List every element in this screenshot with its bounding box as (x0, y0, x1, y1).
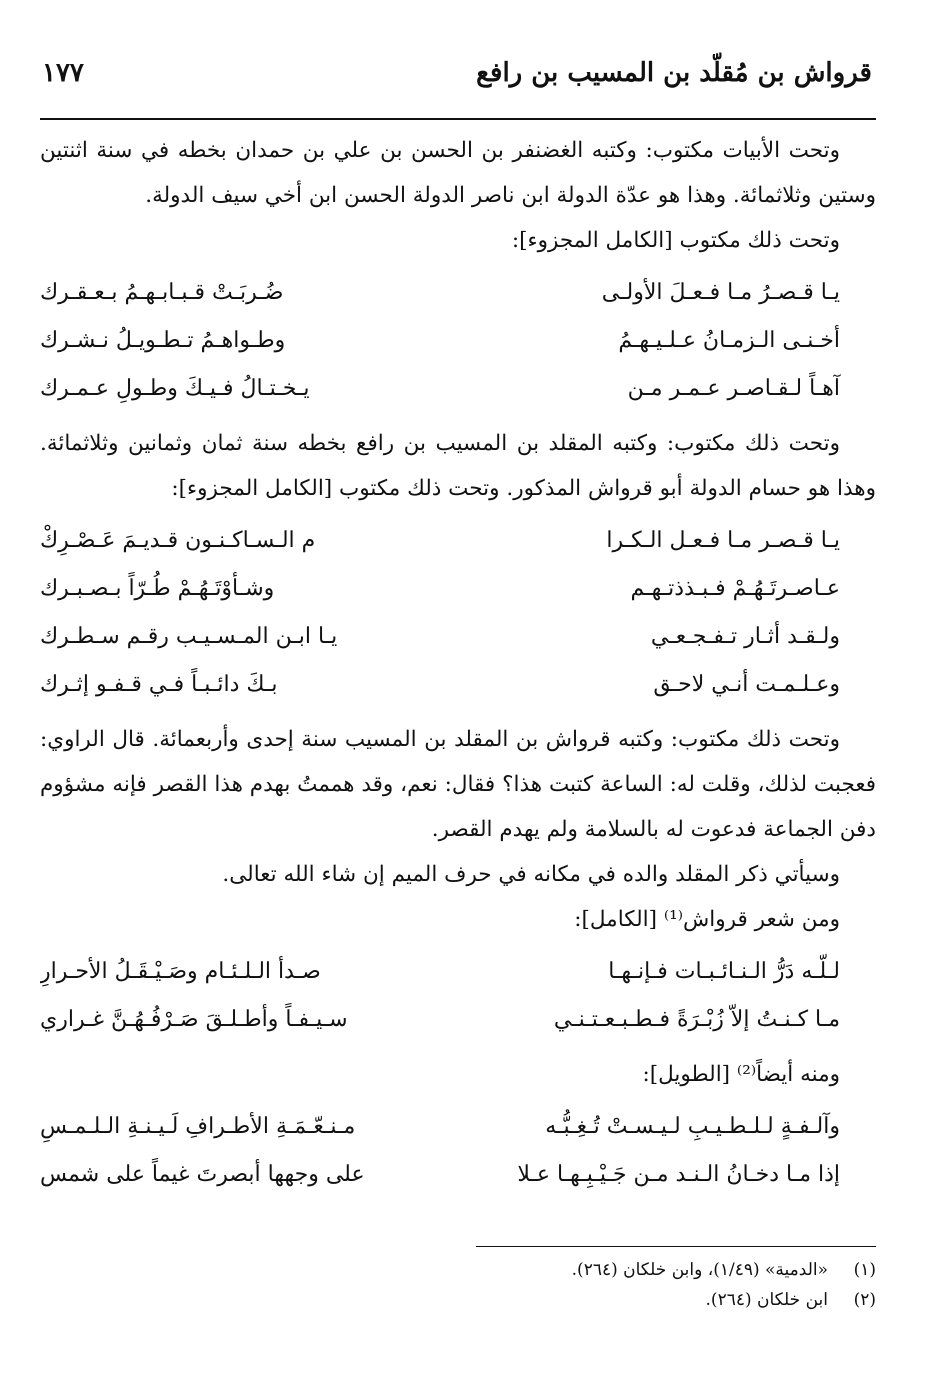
verse-line (40, 613, 876, 661)
running-title: قرواش بن مُقلّد بن المسيب بن رافع (476, 58, 872, 88)
footnote-number: (١) (853, 1260, 876, 1280)
verse-hemistich: مـا كـنـتُ إلاّ زُبْـرَةً فـطـبـعـتـنـي (553, 1007, 840, 1032)
poem (40, 948, 876, 1044)
verse-hemistich: م الـسـاكـنـون قـديـمَ عَـصْـرِكْ (40, 528, 316, 553)
paragraph: وسيأتي ذكر المقلد والده في مكانه في حرف الميم إن شاء الله تعالى. (222, 862, 840, 887)
verse-line (40, 317, 876, 365)
verse-line (40, 1151, 876, 1199)
paragraph: ومنه أيضاً⁽²⁾ [الطويل]: (642, 1062, 840, 1087)
paragraph: وتحت ذلك مكتوب [الكامل المجزوء]: (511, 228, 840, 253)
verse-line (40, 996, 876, 1044)
poem (40, 1103, 876, 1199)
verse-line (40, 565, 876, 613)
footnotes (40, 1246, 876, 1315)
page-number: ١٧٧ (42, 58, 84, 88)
verse-hemistich: يـخـتـالُ فـيـكَ وطـولِ عـمـرك (40, 376, 310, 401)
poem (40, 517, 876, 709)
verse-hemistich: عـاصـرتَـهُـمْ فـبـذذتـهـم (630, 576, 840, 601)
footnote-rule (476, 1246, 876, 1247)
verse-line (40, 1103, 876, 1151)
paragraph: وتحت ذلك مكتوب: وكتبه المقلد بن المسيب بن رافع بخطه سنة ثمان وثمانين وثلاثمائة. وهذا هو حسام الدولة أبو قرواش المذكور. وتحت ذلك مكتوب [الكامل المجزوء]: (40, 431, 876, 501)
page-body (40, 128, 876, 1207)
page-header (40, 58, 876, 102)
verse-line (40, 517, 876, 565)
verse-hemistich: وآلـفـةٍ لـلـطـيـبِ لـيـسـتْ تُـغِـبُّـه (545, 1114, 840, 1139)
footnote (40, 1285, 876, 1315)
verse-hemistich: يـا ابـن المـسـيـب رقـم سـطـرك (40, 624, 338, 649)
paragraph: وتحت ذلك مكتوب: وكتبه قرواش بن المقلد بن المسيب سنة إحدى وأربعمائة. قال الراوي: فعجبت لذلك، وقلت له: الساعة كتبت هذا؟ فقال: نعم، وقد هممتُ بهدم هذا القصر فإنه مشؤوم دفن الجماعة فدعوت له بالسلامة ولم يهدم القصر. (40, 727, 876, 842)
verse-line (40, 948, 876, 996)
footnote-number: (٢) (853, 1290, 876, 1310)
header-rule (40, 118, 876, 120)
footnote-text: ابن خلكان (٢٦٤). (705, 1290, 828, 1310)
verse-line (40, 661, 876, 709)
book-page (40, 40, 876, 1340)
verse-line (40, 365, 876, 413)
paragraph: ومن شعر قرواش⁽¹⁾ [الكامل]: (574, 907, 840, 932)
verse-line (40, 269, 876, 317)
verse-hemistich: وشـأوْتَـهُـمْ طُـرّاً بـصـبـرك (40, 576, 275, 601)
verse-hemistich: أخـنـى الـزمـانُ عـلـيـهـمُ (618, 328, 840, 353)
verse-hemistich: آهـاً لـقـاصـر عـمـر مـن (627, 376, 840, 401)
footnote (40, 1255, 876, 1285)
verse-hemistich: صـدأ الـلـئـام وصَـيْـقَـلُ الأحـرارِ (40, 959, 321, 984)
verse-hemistich: بـكَ دائـبـاً فـي قـفـو إثـرك (40, 672, 278, 697)
verse-hemistich: لـلّـه دَرُّ الـنـائـبـات فـإنـهـا (608, 959, 840, 984)
verse-hemistich: سـيـفـاً وأطـلـقَ صَـرْفُـهُـنَّ غـراري (40, 1007, 348, 1032)
paragraph: وتحت الأبيات مكتوب: وكتبه الغضنفر بن الحسن بن علي بن حمدان بخطه في سنة اثنتين وستين وثلاثمائة. وهذا هو عدّة الدولة ابن ناصر الدولة الحسن ابن أخي سيف الدولة. (40, 138, 876, 208)
poem (40, 269, 876, 413)
verse-hemistich: ضُـربَـتْ قـبـابـهـمُ بـعـقـرك (40, 280, 284, 305)
verse-hemistich: مـنـعّـمَـةِ الأطـرافِ لَـيـنـةِ الـلـمـسِ (40, 1114, 356, 1139)
verse-hemistich: إذا مـا دخـانُ الـنـد مـن جَـيْـبِـهـا عـلا (517, 1162, 840, 1187)
verse-hemistich: يـا قـصـرُ مـا فـعـلَ الأولـى (601, 280, 840, 305)
verse-hemistich: وطـواهـمُ تـطـويـلُ نـشـرك (40, 328, 286, 353)
verse-hemistich: يـا قـصـر مـا فـعـل الـكـرا (606, 528, 840, 553)
verse-hemistich: ولـقـد أثـار تـفـجـعـي (650, 624, 840, 649)
verse-hemistich: وعـلـمـت أنـي لاحـق (653, 672, 840, 697)
footnote-text: «الدمية» (١/٤٩)، وابن خلكان (٢٦٤). (571, 1260, 828, 1280)
verse-hemistich: على وجهها أبصرتَ غيماً على شمس (40, 1162, 365, 1187)
